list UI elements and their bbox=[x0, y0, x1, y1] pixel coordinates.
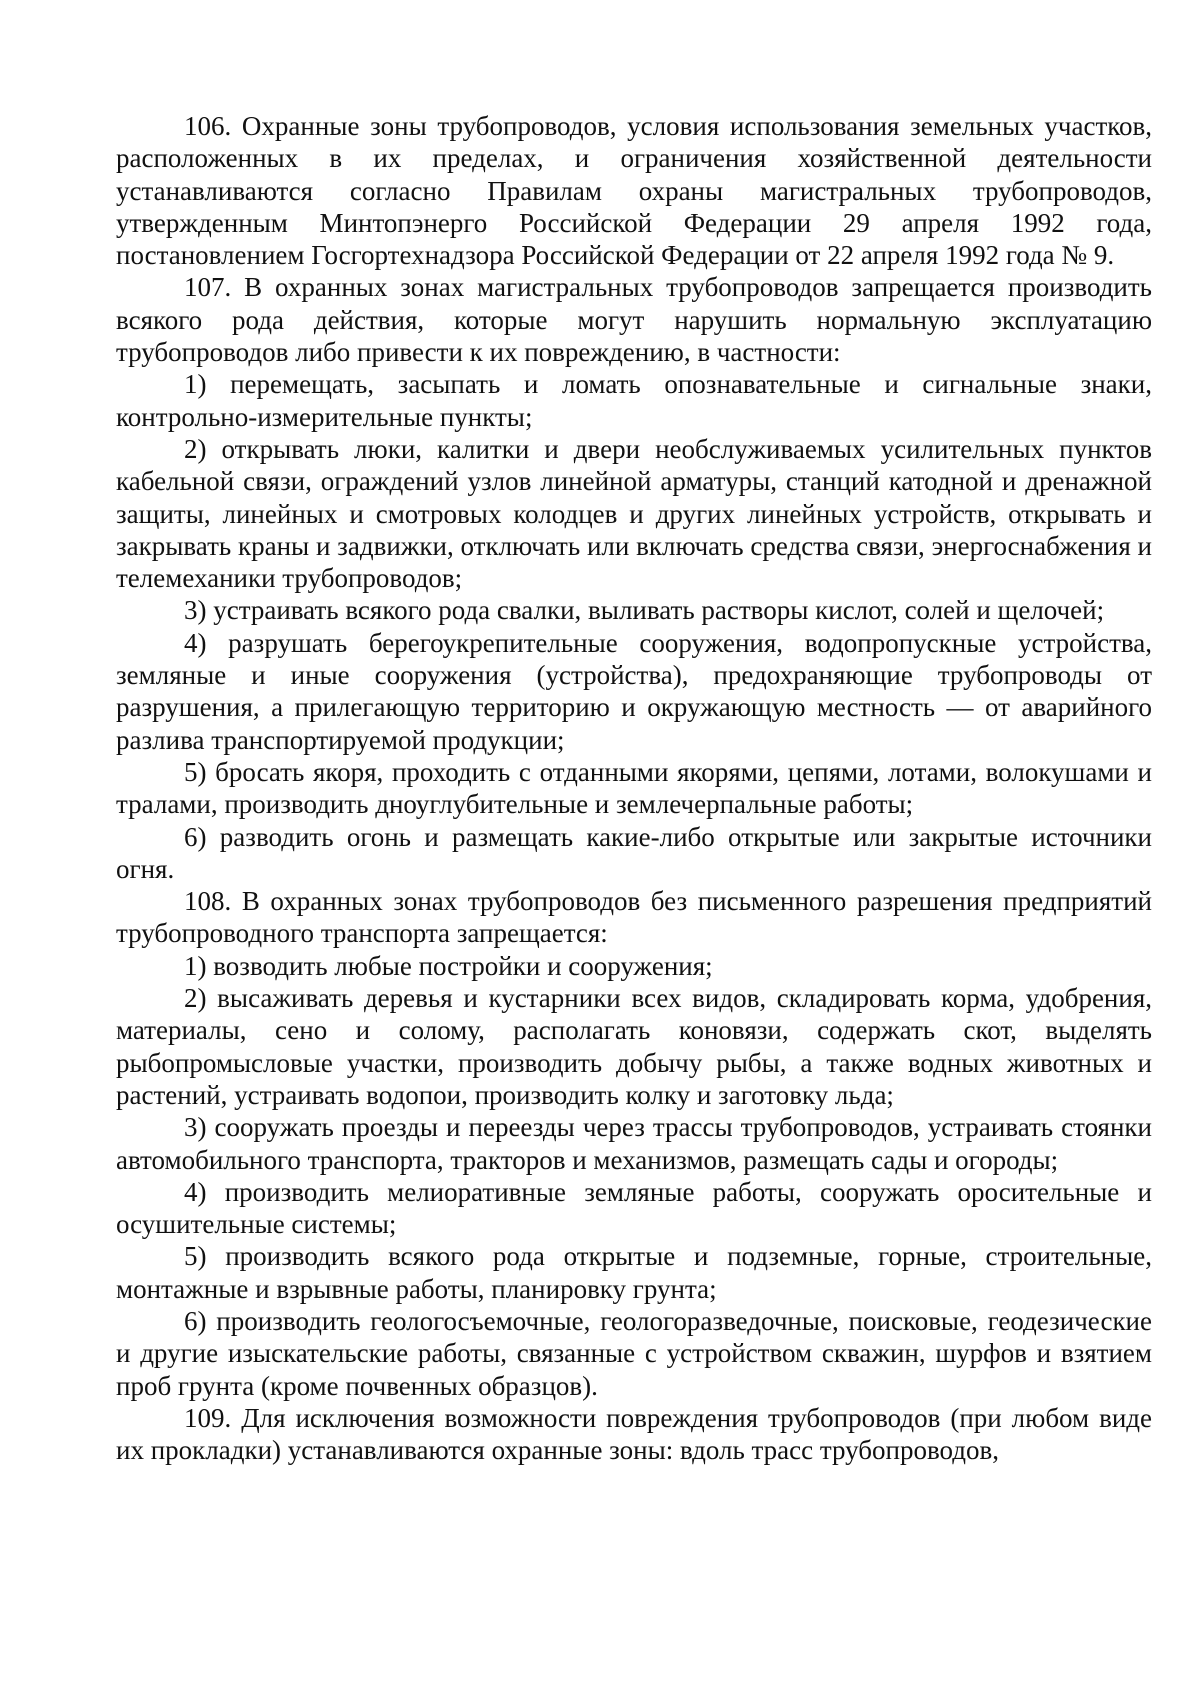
paragraph-106: 106. Охранные зоны трубопроводов, условия использования земельных участков, расположенных в их пределах, и ограничения хозяйственной деятельности устанавливаются согласно Правилам охраны магистральных трубопроводов, утвержденным Минтопэнерго Российской Федерации 29 апреля 1992 года, постановлением Госгортехнадзора Российской Федерации от 22 апреля 1992 года № 9. bbox=[116, 111, 1152, 271]
document-page bbox=[116, 110, 1152, 1466]
paragraph-107-item-1: 1) перемещать, засыпать и ломать опознавательные и сигнальные знаки, контрольно-измерительные пункты; bbox=[116, 369, 1152, 432]
paragraph-107-item-2: 2) открывать люки, калитки и двери необслуживаемых усилительных пунктов кабельной связи, ограждений узлов линейной арматуры, станций катодной и дренажной защиты, линейных и смотровых колодцев и других линейных устройств, открывать и закрывать краны и задвижки, отключать или включать средства связи, энергоснабжения и телемеханики трубопроводов; bbox=[116, 433, 1152, 594]
paragraph-108-item-4: 4) производить мелиоративные земляные работы, сооружать оросительные и осушительные системы; bbox=[116, 1176, 1152, 1240]
paragraph-107-item-4: 4) разрушать берегоукрепительные сооружения, водопропускные устройства, земляные и иные сооружения (устройства), предохраняющие трубопроводы от разрушения, а прилегающую территорию и окружающую местность — от аварийного разлива транспортируемой продукции; bbox=[116, 627, 1152, 755]
paragraph-108-item-1: 1) возводить любые постройки и сооружения; bbox=[184, 950, 713, 981]
paragraph-108: 108. В охранных зонах трубопроводов без письменного разрешения предприятий трубопроводного транспорта запрещается: bbox=[116, 886, 1152, 949]
paragraph-109: 109. Для исключения возможности повреждения трубопроводов (при любом виде их прокладки) устанавливаются охранные зоны: вдоль трасс трубопроводов, bbox=[116, 1402, 1152, 1466]
paragraph-108-item-5: 5) производить всякого рода открытые и подземные, горные, строительные, монтажные и взрывные работы, планировку грунта; bbox=[116, 1241, 1152, 1304]
paragraph-107-item-6: 6) разводить огонь и размещать какие-либо открытые или закрытые источники огня. bbox=[116, 821, 1152, 884]
paragraph-108-item-3: 3) сооружать проезды и переезды через трассы трубопроводов, устраивать стоянки автомобильного транспорта, тракторов и механизмов, размещать сады и огороды; bbox=[116, 1112, 1152, 1175]
paragraph-107-item-3: 3) устраивать всякого рода свалки, выливать растворы кислот, солей и щелочей; bbox=[184, 595, 1105, 626]
paragraph-108-item-2: 2) высаживать деревья и кустарники всех видов, складировать корма, удобрения, материалы, сено и солому, располагать коновязи, содержать скот, выделять рыбопромысловые участки, производить добычу рыбы, а также водных животных и растений, устраивать водопои, производить колку и заготовку льда; bbox=[116, 983, 1152, 1110]
paragraph-108-item-6: 6) производить геологосъемочные, геологоразведочные, поисковые, геодезические и другие изыскательские работы, связанные с устройством скважин, шурфов и взятием проб грунта (кроме почвенных образцов). bbox=[116, 1305, 1152, 1401]
paragraph-107-item-5: 5) бросать якоря, проходить с отданными якорями, цепями, лотами, волокушами и тралами, производить дноуглубительные и землечерпальные работы; bbox=[116, 756, 1152, 820]
paragraph-107: 107. В охранных зонах магистральных трубопроводов запрещается производить всякого рода действия, которые могут нарушить нормальную эксплуатацию трубопроводов либо привести к их повреждению, в частности: bbox=[116, 272, 1152, 368]
